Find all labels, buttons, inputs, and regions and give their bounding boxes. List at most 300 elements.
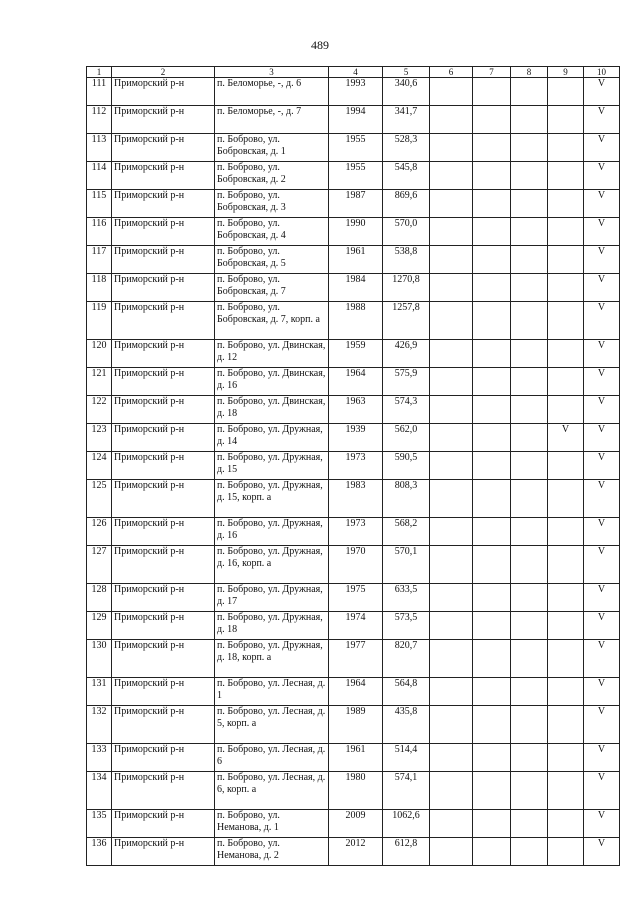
build-year: 1955 [329,162,383,190]
column-6-mark [430,274,473,302]
column-10-mark: V [584,546,620,584]
row-number: 136 [87,838,112,866]
table-row [87,246,620,274]
address: п. Боброво, ул. Лесная, д. 5, корп. а [215,706,329,744]
table-row [87,78,620,106]
column-7-mark [473,452,511,480]
district-name: Приморский р-н [112,452,215,480]
column-9-mark [548,546,584,584]
column-9-mark [548,584,584,612]
build-year: 1959 [329,340,383,368]
district-name: Приморский р-н [112,78,215,106]
table-row [87,424,620,452]
column-10-mark: V [584,274,620,302]
district-name: Приморский р-н [112,518,215,546]
column-6-mark [430,640,473,678]
column-10-mark: V [584,302,620,340]
address: п. Боброво, ул. Неманова, д. 2 [215,838,329,866]
column-6-mark [430,340,473,368]
registry-body [87,78,620,866]
address: п. Боброво, ул. Бобровская, д. 1 [215,134,329,162]
column-header: 4 [329,67,383,78]
column-header: 7 [473,67,511,78]
address: п. Боброво, ул. Лесная, д. 1 [215,678,329,706]
column-7-mark [473,584,511,612]
district-name: Приморский р-н [112,640,215,678]
column-9-mark [548,162,584,190]
floor-area: 869,6 [383,190,430,218]
row-number: 121 [87,368,112,396]
column-10-mark: V [584,396,620,424]
column-9-mark [548,678,584,706]
address: п. Боброво, ул. Бобровская, д. 5 [215,246,329,274]
district-name: Приморский р-н [112,274,215,302]
build-year: 1963 [329,396,383,424]
floor-area: 341,7 [383,106,430,134]
build-year: 1961 [329,744,383,772]
column-7-mark [473,706,511,744]
district-name: Приморский р-н [112,424,215,452]
address: п. Боброво, ул. Дружная, д. 14 [215,424,329,452]
build-year: 1989 [329,706,383,744]
floor-area: 612,8 [383,838,430,866]
table-row [87,584,620,612]
build-year: 1977 [329,640,383,678]
column-8-mark [511,162,548,190]
floor-area: 435,8 [383,706,430,744]
column-9-mark [548,744,584,772]
column-8-mark [511,302,548,340]
floor-area: 1062,6 [383,810,430,838]
table-row [87,810,620,838]
table-row [87,396,620,424]
floor-area: 574,1 [383,772,430,810]
column-9-mark [548,838,584,866]
column-9-mark [548,106,584,134]
table-row [87,452,620,480]
column-8-mark [511,640,548,678]
column-10-mark: V [584,368,620,396]
column-8-mark [511,838,548,866]
column-10-mark: V [584,190,620,218]
floor-area: 573,5 [383,612,430,640]
row-number: 134 [87,772,112,810]
column-9-mark [548,452,584,480]
row-number: 127 [87,546,112,584]
district-name: Приморский р-н [112,246,215,274]
column-6-mark [430,546,473,584]
column-8-mark [511,424,548,452]
district-name: Приморский р-н [112,106,215,134]
column-8-mark [511,218,548,246]
column-8-mark [511,612,548,640]
column-8-mark [511,452,548,480]
row-number: 135 [87,810,112,838]
table-row [87,838,620,866]
column-7-mark [473,396,511,424]
column-7-mark [473,772,511,810]
column-8-mark [511,744,548,772]
table-row [87,368,620,396]
build-year: 1993 [329,78,383,106]
column-6-mark [430,424,473,452]
row-number: 125 [87,480,112,518]
floor-area: 545,8 [383,162,430,190]
column-6-mark [430,246,473,274]
floor-area: 1270,8 [383,274,430,302]
column-9-mark [548,368,584,396]
column-header: 9 [548,67,584,78]
column-8-mark [511,584,548,612]
column-10-mark: V [584,772,620,810]
column-7-mark [473,134,511,162]
column-9-mark [548,640,584,678]
build-year: 2009 [329,810,383,838]
build-year: 1973 [329,452,383,480]
district-name: Приморский р-н [112,302,215,340]
column-9-mark [548,612,584,640]
address: п. Беломорье, -, д. 6 [215,78,329,106]
floor-area: 570,1 [383,546,430,584]
column-6-mark [430,162,473,190]
column-10-mark: V [584,744,620,772]
address: п. Боброво, ул. Дружная, д. 15, корп. а [215,480,329,518]
table-row [87,546,620,584]
column-10-mark: V [584,424,620,452]
column-6-mark [430,518,473,546]
address: п. Боброво, ул. Бобровская, д. 7 [215,274,329,302]
column-8-mark [511,340,548,368]
column-9-mark [548,772,584,810]
district-name: Приморский р-н [112,368,215,396]
column-8-mark [511,246,548,274]
address: п. Боброво, ул. Бобровская, д. 4 [215,218,329,246]
build-year: 2012 [329,838,383,866]
district-name: Приморский р-н [112,162,215,190]
column-7-mark [473,480,511,518]
floor-area: 568,2 [383,518,430,546]
floor-area: 426,9 [383,340,430,368]
column-9-mark [548,706,584,744]
column-8-mark [511,396,548,424]
column-header: 6 [430,67,473,78]
floor-area: 633,5 [383,584,430,612]
build-year: 1964 [329,368,383,396]
table-row [87,744,620,772]
column-6-mark [430,396,473,424]
table-row [87,480,620,518]
column-6-mark [430,838,473,866]
column-10-mark: V [584,452,620,480]
column-8-mark [511,134,548,162]
column-8-mark [511,368,548,396]
build-year: 1984 [329,274,383,302]
floor-area: 538,8 [383,246,430,274]
floor-area: 590,5 [383,452,430,480]
build-year: 1955 [329,134,383,162]
row-number: 113 [87,134,112,162]
column-header-row [87,67,620,78]
column-6-mark [430,612,473,640]
column-header: 8 [511,67,548,78]
column-7-mark [473,274,511,302]
row-number: 115 [87,190,112,218]
column-header: 2 [112,67,215,78]
column-9-mark [548,218,584,246]
column-7-mark [473,640,511,678]
housing-registry-table [86,66,620,866]
district-name: Приморский р-н [112,772,215,810]
row-number: 111 [87,78,112,106]
table-row [87,218,620,246]
district-name: Приморский р-н [112,810,215,838]
column-6-mark [430,810,473,838]
district-name: Приморский р-н [112,340,215,368]
table-row [87,518,620,546]
column-6-mark [430,78,473,106]
floor-area: 574,3 [383,396,430,424]
column-8-mark [511,274,548,302]
table-row [87,106,620,134]
column-7-mark [473,340,511,368]
district-name: Приморский р-н [112,134,215,162]
row-number: 132 [87,706,112,744]
column-8-mark [511,678,548,706]
district-name: Приморский р-н [112,218,215,246]
column-10-mark: V [584,612,620,640]
column-10-mark: V [584,218,620,246]
column-10-mark: V [584,340,620,368]
row-number: 120 [87,340,112,368]
column-7-mark [473,810,511,838]
table-row [87,190,620,218]
row-number: 129 [87,612,112,640]
column-6-mark [430,452,473,480]
floor-area: 1257,8 [383,302,430,340]
column-7-mark [473,744,511,772]
address: п. Боброво, ул. Бобровская, д. 3 [215,190,329,218]
table-row [87,134,620,162]
build-year: 1983 [329,480,383,518]
column-9-mark [548,302,584,340]
row-number: 122 [87,396,112,424]
build-year: 1980 [329,772,383,810]
row-number: 116 [87,218,112,246]
column-10-mark: V [584,246,620,274]
column-7-mark [473,190,511,218]
table-row [87,302,620,340]
row-number: 118 [87,274,112,302]
column-10-mark: V [584,78,620,106]
floor-area: 570,0 [383,218,430,246]
column-6-mark [430,744,473,772]
table-row [87,772,620,810]
column-9-mark [548,480,584,518]
column-9-mark: V [548,424,584,452]
column-10-mark: V [584,678,620,706]
address: п. Боброво, ул. Двинская, д. 16 [215,368,329,396]
row-number: 128 [87,584,112,612]
address: п. Боброво, ул. Дружная, д. 17 [215,584,329,612]
column-7-mark [473,546,511,584]
column-7-mark [473,678,511,706]
row-number: 133 [87,744,112,772]
row-number: 126 [87,518,112,546]
column-header: 10 [584,67,620,78]
row-number: 131 [87,678,112,706]
district-name: Приморский р-н [112,612,215,640]
column-header: 3 [215,67,329,78]
column-10-mark: V [584,480,620,518]
row-number: 117 [87,246,112,274]
column-7-mark [473,246,511,274]
column-9-mark [548,274,584,302]
address: п. Боброво, ул. Бобровская, д. 7, корп. а [215,302,329,340]
address: п. Боброво, ул. Дружная, д. 18 [215,612,329,640]
column-10-mark: V [584,162,620,190]
column-10-mark: V [584,518,620,546]
column-9-mark [548,134,584,162]
table-row [87,162,620,190]
build-year: 1970 [329,546,383,584]
table-row [87,706,620,744]
column-8-mark [511,190,548,218]
column-7-mark [473,838,511,866]
column-6-mark [430,368,473,396]
table-row [87,640,620,678]
column-6-mark [430,678,473,706]
build-year: 1990 [329,218,383,246]
column-6-mark [430,302,473,340]
address: п. Боброво, ул. Дружная, д. 16 [215,518,329,546]
column-8-mark [511,78,548,106]
build-year: 1973 [329,518,383,546]
row-number: 119 [87,302,112,340]
column-8-mark [511,518,548,546]
district-name: Приморский р-н [112,396,215,424]
floor-area: 808,3 [383,480,430,518]
address: п. Боброво, ул. Неманова, д. 1 [215,810,329,838]
floor-area: 340,6 [383,78,430,106]
district-name: Приморский р-н [112,546,215,584]
floor-area: 575,9 [383,368,430,396]
column-7-mark [473,218,511,246]
build-year: 1987 [329,190,383,218]
build-year: 1975 [329,584,383,612]
district-name: Приморский р-н [112,744,215,772]
row-number: 124 [87,452,112,480]
column-header: 5 [383,67,430,78]
row-number: 112 [87,106,112,134]
column-10-mark: V [584,706,620,744]
column-10-mark: V [584,810,620,838]
address: п. Боброво, ул. Дружная, д. 15 [215,452,329,480]
address: п. Боброво, ул. Дружная, д. 16, корп. а [215,546,329,584]
column-6-mark [430,218,473,246]
column-7-mark [473,368,511,396]
column-header: 1 [87,67,112,78]
column-9-mark [548,340,584,368]
column-7-mark [473,162,511,190]
column-6-mark [430,190,473,218]
column-6-mark [430,106,473,134]
district-name: Приморский р-н [112,584,215,612]
column-9-mark [548,246,584,274]
column-9-mark [548,810,584,838]
column-8-mark [511,106,548,134]
district-name: Приморский р-н [112,706,215,744]
row-number: 114 [87,162,112,190]
column-7-mark [473,302,511,340]
floor-area: 514,4 [383,744,430,772]
column-7-mark [473,518,511,546]
district-name: Приморский р-н [112,480,215,518]
column-6-mark [430,134,473,162]
address: п. Боброво, ул. Двинская, д. 18 [215,396,329,424]
floor-area: 528,3 [383,134,430,162]
address: п. Боброво, ул. Лесная, д. 6, корп. а [215,772,329,810]
page-number: 489 [311,38,329,52]
build-year: 1974 [329,612,383,640]
column-8-mark [511,706,548,744]
address: п. Боброво, ул. Дружная, д. 18, корп. а [215,640,329,678]
column-9-mark [548,78,584,106]
address: п. Беломорье, -, д. 7 [215,106,329,134]
address: п. Боброво, ул. Лесная, д. 6 [215,744,329,772]
column-9-mark [548,396,584,424]
build-year: 1988 [329,302,383,340]
floor-area: 564,8 [383,678,430,706]
column-8-mark [511,772,548,810]
column-9-mark [548,518,584,546]
address: п. Боброво, ул. Двинская, д. 12 [215,340,329,368]
column-10-mark: V [584,106,620,134]
column-9-mark [548,190,584,218]
build-year: 1964 [329,678,383,706]
column-7-mark [473,78,511,106]
district-name: Приморский р-н [112,838,215,866]
column-7-mark [473,612,511,640]
district-name: Приморский р-н [112,678,215,706]
address: п. Боброво, ул. Бобровская, д. 2 [215,162,329,190]
row-number: 123 [87,424,112,452]
column-8-mark [511,810,548,838]
table-row [87,340,620,368]
floor-area: 562,0 [383,424,430,452]
build-year: 1939 [329,424,383,452]
column-7-mark [473,424,511,452]
district-name: Приморский р-н [112,190,215,218]
column-6-mark [430,584,473,612]
row-number: 130 [87,640,112,678]
column-10-mark: V [584,838,620,866]
column-10-mark: V [584,584,620,612]
build-year: 1961 [329,246,383,274]
column-8-mark [511,546,548,584]
column-7-mark [473,106,511,134]
table-row [87,612,620,640]
column-6-mark [430,706,473,744]
column-8-mark [511,480,548,518]
column-6-mark [430,480,473,518]
floor-area: 820,7 [383,640,430,678]
column-10-mark: V [584,640,620,678]
table-row [87,274,620,302]
table-row [87,678,620,706]
build-year: 1994 [329,106,383,134]
column-10-mark: V [584,134,620,162]
column-6-mark [430,772,473,810]
